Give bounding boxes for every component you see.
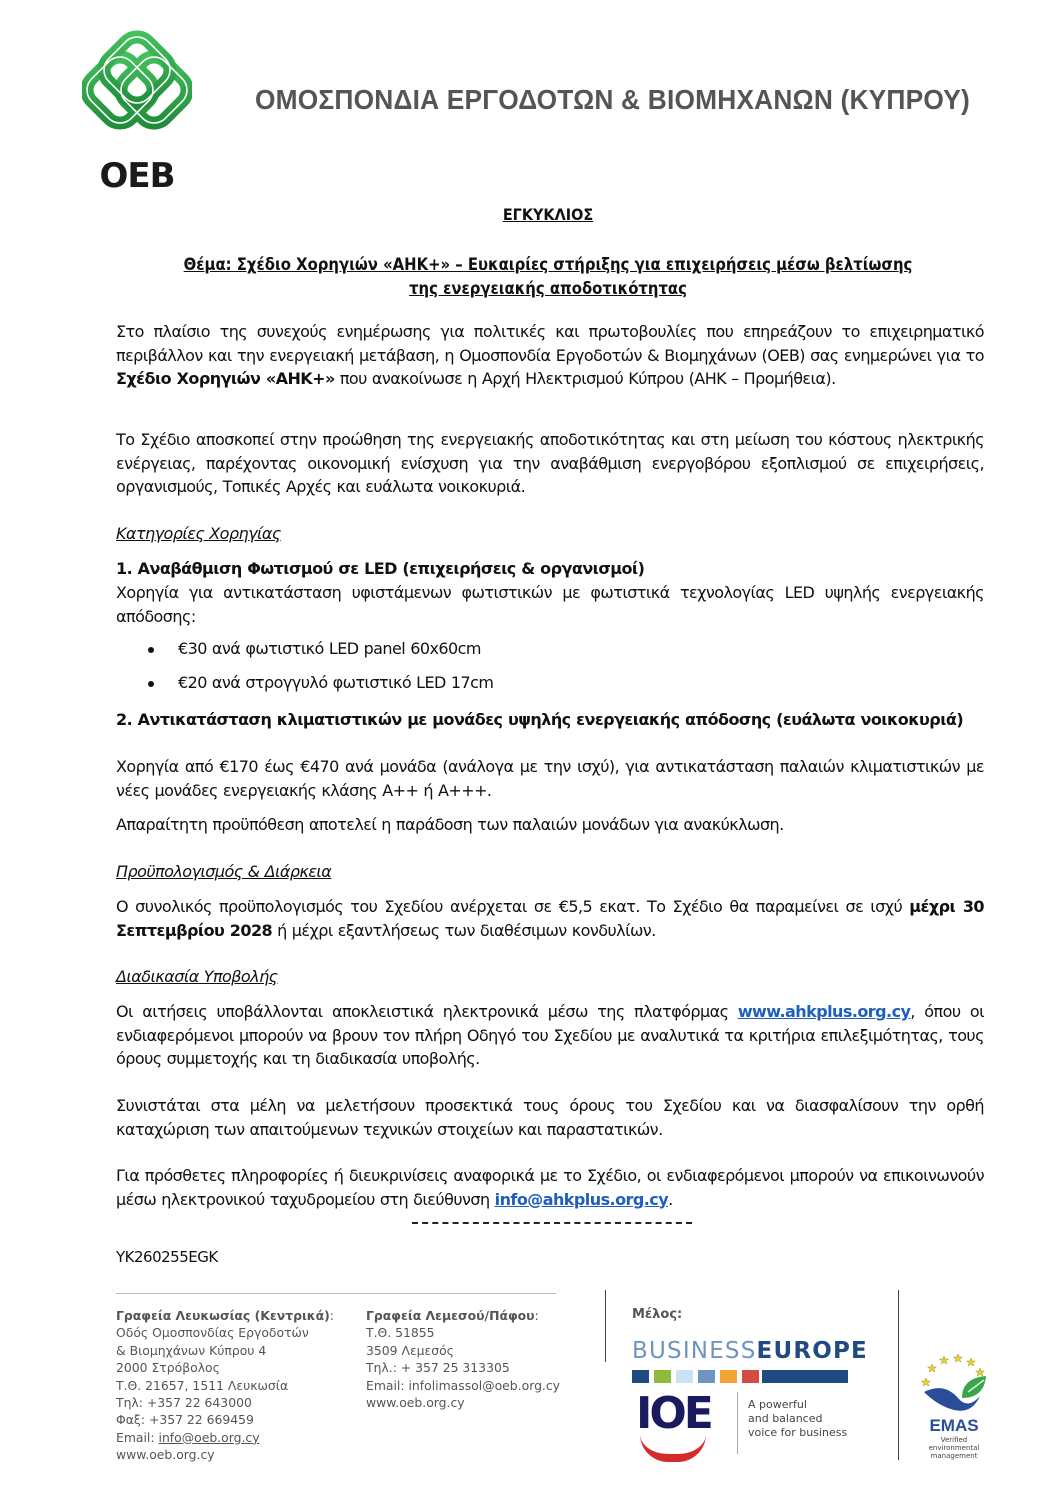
budget-paragraph: Ο συνολικός προϋπολογισμός του Σχεδίου ανέρχεται σε €5,5 εκατ. Το Σχέδιο θα παραμείνει σε ισχύ μέχρι 30 Σεπτεμβρίου 2028 ή μέχρι εξαντλήσεως των διαθέσιμων κονδυλίων. [116, 897, 984, 940]
emas-logo: EMAS Verified environmental management [918, 1352, 990, 1460]
intro-paragraph: Στο πλαίσιο της συνεχούς ενημέρωσης για πολιτικές και πρωτοβουλίες που επηρεάζουν το επιχειρηματικό περιβάλλον και την ενεργειακή μετάβαση, η Ομοσπονδία Εργοδοτών & Βιομηχάνων (ΟΕΒ) σας ενημερώνει για το Σχέδιο Χορηγιών «ΑΗΚ+» που ανακοίνωσε η Αρχή Ηλεκτρισμού Κύπρου (ΑΗΚ – Προμήθεια). [116, 322, 984, 388]
color-bar-segment [720, 1370, 737, 1383]
submission-paragraph: Οι αιτήσεις υποβάλλονται αποκλειστικά ηλεκτρονικά μέσω της πλατφόρμας www.ahkplus.org.cy, όπου οι ενδιαφερόμενοι μπορούν να βρουν τον πλήρη Οδηγό του Σχεδίου με αναλυτικά τα κριτήρια επιλεξιμότητας, τους όρους συμμετοχής και τη διαδικασία υποβολής. [116, 1002, 985, 1068]
ioe-logo: IOE [636, 1392, 711, 1462]
oeb-knot-icon [82, 30, 192, 150]
category-2-requirement: Απαραίτητη προϋπόθεση αποτελεί η παράδοση των παλαιών μονάδων για ανακύκλωση. [116, 815, 784, 834]
budget-heading: Προϋπολογισμός & Διάρκεια [116, 862, 332, 881]
nicosia-office-title: Γραφεία Λευκωσίας (Κεντρικά) [116, 1308, 330, 1323]
nicosia-office: Γραφεία Λευκωσίας (Κεντρικά): Οδός Ομοσπονδίας Εργοδοτών & Βιομηχάνων Κύπρου 4 2000 Στρόβολος Τ.Θ. 21657, 1511 Λευκωσία Τηλ: +357 22 643000 Φαξ: +357 22 669459 Email: info@oeb.org.cy www.oeb.org.cy [116, 1308, 334, 1463]
limassol-office: Γραφεία Λεμεσού/Πάφου: Τ.Θ. 51855 3509 Λεμεσός Τηλ.: + 357 25 313305 Email: infolimassol@oeb.org.cy www.oeb.org.cy [366, 1308, 561, 1411]
ioe-divider [737, 1392, 738, 1454]
bullet-item: €20 ανά στρογγυλό φωτιστικό LED 17cm [148, 673, 493, 692]
businesseurope-logo: BUSINESSEUROPE [632, 1338, 868, 1383]
nicosia-website: www.oeb.org.cy [116, 1447, 215, 1463]
category-1-title: 1. Αναβάθμιση Φωτισμού σε LED (επιχειρήσεις & οργανισμοί) [116, 559, 645, 578]
emas-tagline: Verified environmental management [928, 1436, 980, 1460]
category-2-description: Χορηγία από €170 έως €470 ανά μονάδα (ανάλογα με την ισχύ), για αντικατάσταση παλαιών κλιματιστικών με νέες μονάδες ενεργειακής κλάσης Α++ ή Α+++. [116, 757, 984, 800]
contact-email-link[interactable]: info@ahkplus.org.cy [494, 1189, 669, 1209]
color-bar-segment [698, 1370, 715, 1383]
platform-link[interactable]: www.ahkplus.org.cy [737, 1002, 911, 1021]
scheme-name: Σχέδιο Χορηγιών «ΑΗΚ+» [116, 369, 335, 388]
subject-line-2: της ενεργειακής αποδοτικότητας [409, 279, 687, 298]
member-label: Μέλος: [632, 1307, 683, 1322]
ioe-tagline: A powerful and balanced voice for business [748, 1398, 848, 1439]
footer-vertical-divider [898, 1290, 899, 1460]
purpose-paragraph: Το Σχέδιο αποσκοπεί στην προώθηση της ενεργειακής αποδοτικότητας και στη μείωση του κόστους ηλεκτρικής ενέργειας, παρέχοντας οικονομική ενίσχυση για την αναβάθμιση ενεργοβόρου εξοπλισμού σε επιχειρήσεις, οργανισμούς, Τοπικές Αρχές και ευάλωτα νοικοκυριά. [116, 430, 984, 496]
organization-name: ΟΜΟΣΠΟΝΔΙΑ ΕΡΓΟΔΟΤΩΝ & ΒΙΟΜΗΧΑΝΩΝ (ΚΥΠΡΟΥ) [255, 84, 971, 115]
footer-divider [116, 1293, 556, 1294]
color-bar-segment [742, 1370, 759, 1383]
bullet-icon [148, 647, 154, 653]
color-bar-segment [654, 1370, 671, 1383]
reference-code: YK260255EGK [116, 1248, 218, 1266]
bullet-icon [148, 681, 154, 687]
recommendation-paragraph: Συνιστάται στα μέλη να μελετήσουν προσεκτικά τους όρους του Σχεδίου και να διασφαλίσουν την ορθή καταχώριση των απαιτούμενων τεχνικών στοιχείων και παραστατικών. [116, 1096, 984, 1139]
color-bar-segment [762, 1370, 848, 1383]
deadline: μέχρι 30 Σεπτεμβρίου 2028 [116, 897, 984, 940]
categories-heading: Κατηγορίες Χορηγίας [116, 524, 281, 543]
businesseurope-color-bar [632, 1370, 848, 1383]
category-1-description: Χορηγία για αντικατάσταση υφιστάμενων φωτιστικών με φωτιστικά τεχνολογίας LED υψηλής ενεργειακής απόδοσης: [116, 583, 984, 626]
limassol-office-title: Γραφεία Λεμεσού/Πάφου [366, 1308, 535, 1323]
document-subject [154, 253, 942, 301]
oeb-logo-text: OEB [99, 156, 175, 196]
color-bar-segment [676, 1370, 693, 1383]
submission-heading: Διαδικασία Υποβολής [116, 967, 278, 986]
document-type: ΕΓΚΥΚΛΙΟΣ [502, 205, 594, 224]
dashed-separator [412, 1222, 692, 1224]
nicosia-email-link[interactable]: info@oeb.org.cy [158, 1429, 260, 1445]
emas-emblem-icon [918, 1352, 990, 1414]
color-bar-segment [632, 1370, 649, 1383]
oeb-logo [82, 30, 192, 196]
contact-paragraph: Για πρόσθετες πληροφορίες ή διευκρινίσεις αναφορικά με το Σχέδιο, οι ενδιαφερόμενοι μπορούν να επικοινωνούν μέσω ηλεκτρονικού ταχυδρομείου στη διεύθυνση info@ahkplus.org.cy. [116, 1166, 984, 1209]
subject-line-1: Θέμα: Σχέδιο Χορηγιών «ΑΗΚ+» – Ευκαιρίες στήριξης για επιχειρήσεις μέσω βελτίωσης [183, 255, 913, 274]
bullet-item: €30 ανά φωτιστικό LED panel 60x60cm [148, 639, 481, 658]
category-2-title: 2. Αντικατάσταση κλιματιστικών με μονάδες υψηλής ενεργειακής απόδοσης (ευάλωτα νοικοκυριά) [116, 710, 964, 729]
footer-vertical-divider [605, 1290, 606, 1362]
